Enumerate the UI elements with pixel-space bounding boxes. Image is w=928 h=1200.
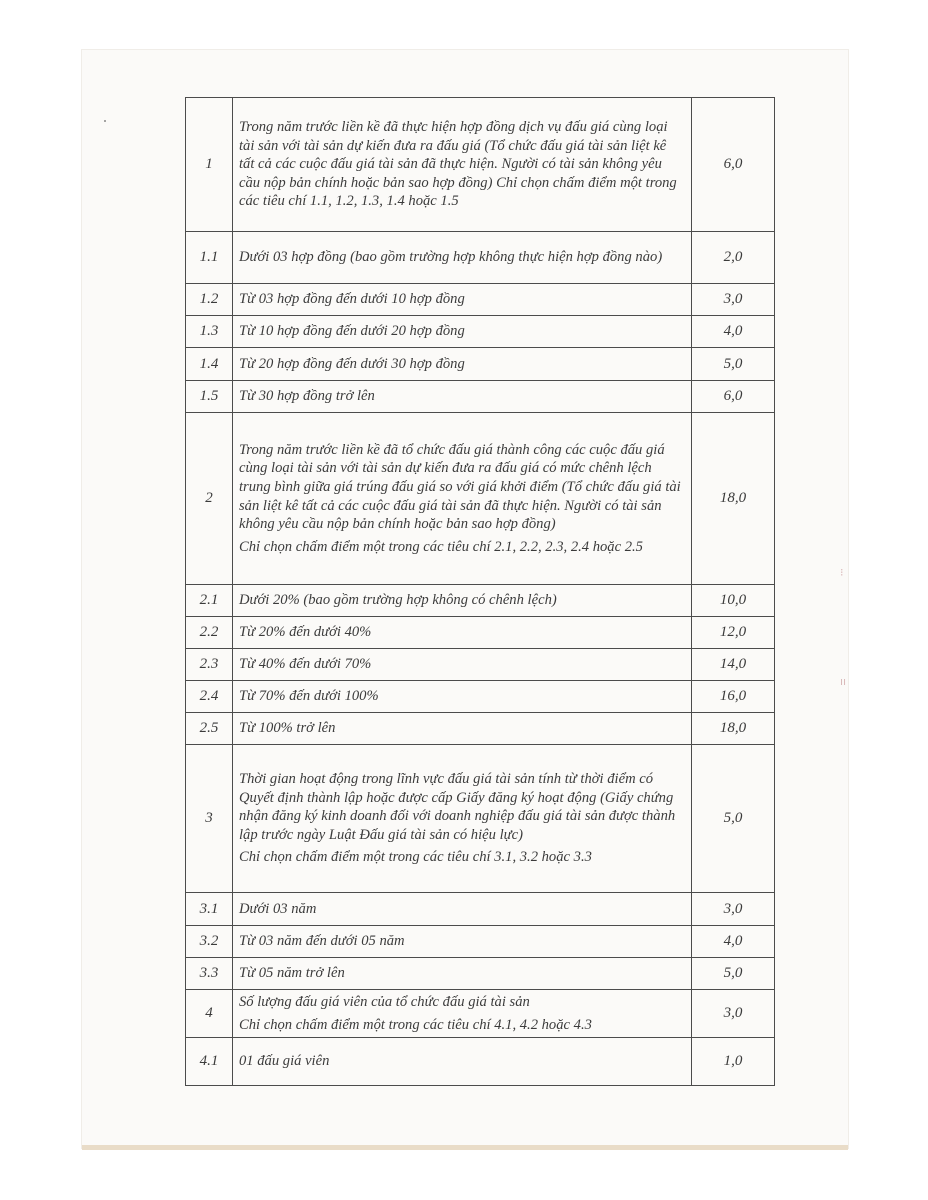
criteria-row [186, 413, 775, 585]
criterion-paragraph: Chỉ chọn chấm điểm một trong các tiêu chí 3.1, 3.2 hoặc 3.3 [239, 849, 592, 866]
criterion-number: 1.3 [186, 316, 233, 348]
criteria-row [186, 958, 775, 990]
paper-edge [82, 1145, 848, 1150]
criterion-number: 1.1 [186, 232, 233, 284]
criterion-description [233, 348, 692, 381]
criteria-row [186, 713, 775, 745]
criterion-number: 2.5 [186, 713, 233, 745]
criterion-paragraph: Từ 20 hợp đồng đến dưới 30 hợp đồng [239, 355, 465, 372]
criterion-paragraph: Trong năm trước liền kề đã tổ chức đấu giá thành công các cuộc đấu giá cùng loại tài sản với tài sản dự kiến đưa ra đấu giá có mức chênh lệch trung bình giữa giá trúng đấu giá so với giá khởi điểm (Tổ chức đấu giá tài sản liệt kê tất cả các cuộc đấu giá tài sản đã thực hiện. Người có tài sản không yêu cầu nộp bản chính hoặc bản sao hợp đồng) [239, 441, 681, 533]
criterion-score: 4,0 [692, 316, 775, 348]
criteria-row [186, 926, 775, 958]
criterion-number: 3 [186, 745, 233, 893]
criterion-paragraph: Dưới 03 hợp đồng (bao gồm trường hợp không thực hiện hợp đồng nào) [239, 249, 663, 266]
criterion-score: 3,0 [692, 284, 775, 316]
criterion-score: 14,0 [692, 649, 775, 681]
scoring-criteria-table [185, 97, 775, 1086]
criterion-paragraph: Từ 70% đến dưới 100% [239, 688, 379, 705]
criterion-description [233, 316, 692, 348]
criterion-score: 3,0 [692, 990, 775, 1038]
criterion-number: 2 [186, 413, 233, 585]
criterion-description [233, 381, 692, 413]
criterion-description [233, 284, 692, 316]
criterion-score: 5,0 [692, 745, 775, 893]
criteria-row [186, 617, 775, 649]
criterion-description [233, 98, 692, 232]
criterion-score: 1,0 [692, 1038, 775, 1086]
criteria-row [186, 284, 775, 316]
criterion-description [233, 713, 692, 745]
criterion-paragraph: Từ 03 năm đến dưới 05 năm [239, 933, 405, 950]
criterion-number: 1.2 [186, 284, 233, 316]
criterion-paragraph: Từ 10 hợp đồng đến dưới 20 hợp đồng [239, 323, 465, 340]
criteria-row [186, 98, 775, 232]
criterion-number: 2.2 [186, 617, 233, 649]
criterion-score: 3,0 [692, 893, 775, 926]
criterion-description [233, 990, 692, 1038]
criterion-score: 6,0 [692, 381, 775, 413]
criterion-description [233, 413, 692, 585]
criterion-paragraph: Dưới 20% (bao gồm trường hợp không có chênh lệch) [239, 592, 557, 609]
criterion-paragraph: Từ 05 năm trở lên [239, 965, 345, 982]
criterion-score: 16,0 [692, 681, 775, 713]
criterion-score: 5,0 [692, 958, 775, 990]
criterion-number: 3.3 [186, 958, 233, 990]
criterion-paragraph: Trong năm trước liền kề đã thực hiện hợp đồng dịch vụ đấu giá cùng loại tài sản với tài sản dự kiến đưa ra đấu giá (Tổ chức đấu giá tài sản liệt kê tất cả các cuộc đấu giá tài sản đã thực hiện. Người có tài sản không yêu cầu nộp bản chính hoặc bản sao hợp đồng) Chỉ chọn chấm điểm một trong các tiêu chí 1.1, 1.2, 1.3, 1.4 hoặc 1.5 [239, 119, 677, 210]
scan-speck [104, 120, 106, 122]
criterion-score: 4,0 [692, 926, 775, 958]
criterion-number: 1.5 [186, 381, 233, 413]
criteria-row [186, 381, 775, 413]
criterion-paragraph: Từ 30 hợp đồng trở lên [239, 388, 375, 405]
criterion-score: 10,0 [692, 585, 775, 617]
criterion-paragraph: Chỉ chọn chấm điểm một trong các tiêu chí 2.1, 2.2, 2.3, 2.4 hoặc 2.5 [239, 538, 643, 555]
criterion-score: 2,0 [692, 232, 775, 284]
criterion-paragraph: Chỉ chọn chấm điểm một trong các tiêu chí 4.1, 4.2 hoặc 4.3 [239, 1016, 592, 1033]
criterion-number: 4.1 [186, 1038, 233, 1086]
criterion-number: 1.4 [186, 348, 233, 381]
criteria-row [186, 348, 775, 381]
criterion-description [233, 617, 692, 649]
criterion-description [233, 1038, 692, 1086]
criterion-description [233, 232, 692, 284]
criterion-paragraph: Từ 03 hợp đồng đến dưới 10 hợp đồng [239, 291, 465, 308]
criterion-description [233, 585, 692, 617]
criterion-score: 18,0 [692, 713, 775, 745]
criterion-description [233, 649, 692, 681]
criterion-paragraph: 01 đấu giá viên [239, 1053, 330, 1070]
criterion-score: 6,0 [692, 98, 775, 232]
criterion-number: 2.4 [186, 681, 233, 713]
criteria-row [186, 316, 775, 348]
criterion-score: 12,0 [692, 617, 775, 649]
criterion-description [233, 681, 692, 713]
criteria-row [186, 232, 775, 284]
criterion-number: 1 [186, 98, 233, 232]
criteria-table-body [186, 98, 775, 1086]
criterion-paragraph: Dưới 03 năm [239, 900, 317, 917]
criterion-description [233, 893, 692, 926]
scan-artifact: ıı [840, 675, 847, 688]
criterion-number: 3.1 [186, 893, 233, 926]
criterion-paragraph: Số lượng đấu giá viên của tổ chức đấu giá tài sản [239, 994, 530, 1010]
criterion-description [233, 958, 692, 990]
criteria-row [186, 745, 775, 893]
criterion-paragraph: Từ 100% trở lên [239, 720, 336, 737]
criterion-score: 18,0 [692, 413, 775, 585]
criterion-description [233, 926, 692, 958]
criterion-number: 2.1 [186, 585, 233, 617]
criterion-paragraph: Từ 20% đến dưới 40% [239, 624, 372, 641]
criteria-row [186, 893, 775, 926]
criteria-row [186, 1038, 775, 1086]
criteria-row [186, 681, 775, 713]
criterion-number: 3.2 [186, 926, 233, 958]
criterion-score: 5,0 [692, 348, 775, 381]
criterion-number: 2.3 [186, 649, 233, 681]
criterion-paragraph: Thời gian hoạt động trong lĩnh vực đấu giá tài sản tính từ thời điểm có Quyết định thành lập hoặc được cấp Giấy đăng ký hoạt động (Giấy chứng nhận đăng ký kinh doanh đối với doanh nghiệp đấu giá tài sản được thành lập trước ngày Luật Đấu giá tài sản có hiệu lực) [239, 771, 676, 843]
criteria-row [186, 649, 775, 681]
criterion-number: 4 [186, 990, 233, 1038]
scan-artifact: ⁝ [840, 566, 844, 579]
criterion-paragraph: Từ 40% đến dưới 70% [239, 656, 372, 673]
criteria-row [186, 585, 775, 617]
criteria-row [186, 990, 775, 1038]
criterion-description [233, 745, 692, 893]
